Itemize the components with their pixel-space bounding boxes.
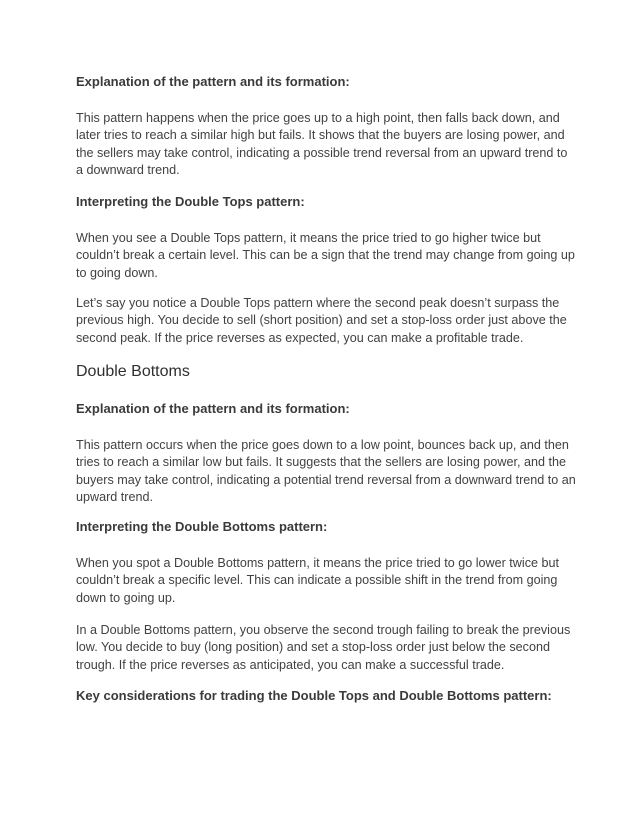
paragraph-interpreting-tops-1: When you see a Double Tops pattern, it means the price tried to go higher twice but couldn’t break a certain level. This can be a sign that the trend may change from going up to going down. — [76, 231, 575, 280]
section-heading-interpreting-bottoms: Interpreting the Double Bottoms pattern: — [76, 519, 328, 534]
section-heading-interpreting-tops: Interpreting the Double Tops pattern: — [76, 194, 305, 209]
heading-double-bottoms: Double Bottoms — [76, 363, 190, 380]
section-heading-explanation-tops: Explanation of the pattern and its formation: — [76, 74, 350, 89]
paragraph-explanation-bottoms: This pattern occurs when the price goes down to a low point, bounces back up, and then tries to reach a similar low but fails. It suggests that the sellers are losing power, and the buyers may take control, indicating a potential trend reversal from a downward trend to an upward trend. — [76, 438, 576, 504]
paragraph-explanation-tops: This pattern happens when the price goes up to a high point, then falls back down, and later tries to reach a similar high but fails. It shows that the buyers are losing power, and the sellers may take control, indicating a possible trend reversal from an upward trend to a downward trend. — [76, 111, 568, 177]
paragraph-interpreting-bottoms-2: In a Double Bottoms pattern, you observe the second trough failing to break the previous low. You decide to buy (long position) and set a stop-loss order just below the second trough. If the price reverses as anticipated, you can make a successful trade. — [76, 623, 571, 672]
section-heading-explanation-bottoms: Explanation of the pattern and its formation: — [76, 401, 350, 416]
paragraph-interpreting-tops-2: Let’s say you notice a Double Tops pattern where the second peak doesn’t surpass the previous high. You decide to sell (short position) and set a stop-loss order just above the second peak. If the price reverses as expected, you can make a profitable trade. — [76, 296, 567, 345]
section-heading-key-considerations: Key considerations for trading the Double Tops and Double Bottoms pattern: — [76, 688, 552, 703]
paragraph-interpreting-bottoms-1: When you spot a Double Bottoms pattern, it means the price tried to go lower twice but couldn’t break a specific level. This can indicate a possible shift in the trend from going down to going up. — [76, 556, 560, 605]
